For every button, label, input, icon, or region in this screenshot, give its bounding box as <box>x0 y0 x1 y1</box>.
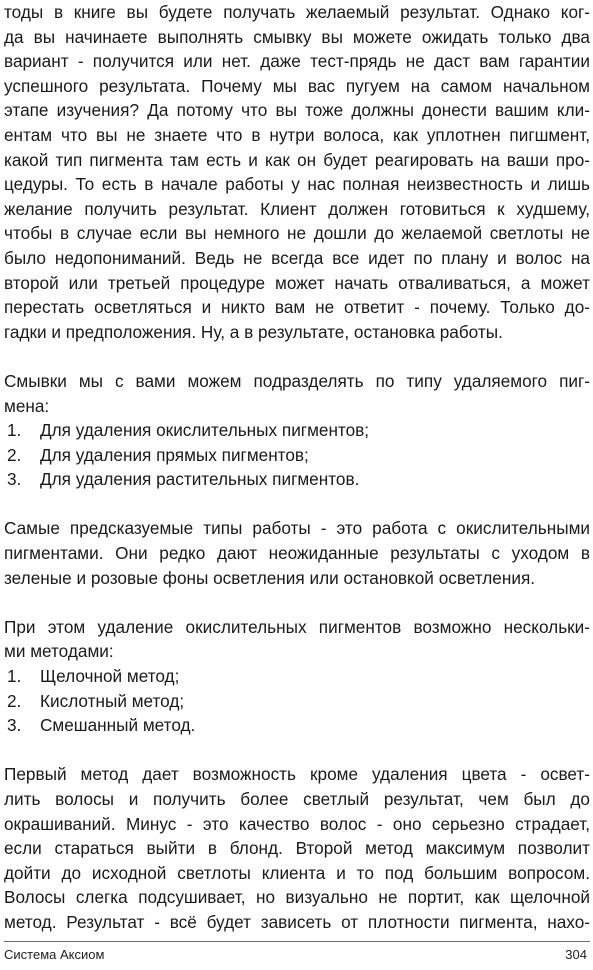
text-line: Первый метод дает возможность кроме удаления цвета - освет- <box>4 764 590 785</box>
text-line: ентам что вы не знаете что в нутри волоса, как уплотнен пигшмент, <box>4 124 590 145</box>
list-item <box>4 418 590 443</box>
numbered-list-2 <box>4 664 590 738</box>
paragraph-gap <box>4 590 590 615</box>
list-item-number: 2. <box>7 444 22 465</box>
page-number: 304 <box>565 947 587 962</box>
list-item <box>4 689 590 714</box>
text-line: окрашиваний. Минус - это качество волос - оно серьезно страдает, <box>4 813 590 834</box>
paragraph-gap <box>4 492 590 517</box>
page-body <box>4 0 590 935</box>
list-item-text: Для удаления растительных пигментов. <box>40 469 360 490</box>
list-item <box>4 443 590 468</box>
list-item-text: Для удаления окислительных пигментов; <box>40 420 370 441</box>
paragraph-3 <box>4 516 590 590</box>
footer-book-title: Система Аксиом <box>4 947 105 962</box>
text-line: было недопониманий. Ведь не всегда все идет по плану и волос на <box>4 247 590 268</box>
list-item <box>4 713 590 738</box>
numbered-list-1 <box>4 418 590 492</box>
text-line: второй или третьей процедуре может начать отваливаться, а может <box>4 272 590 293</box>
text-line: да вы начинаете выполнять смывку вы можете ожидать только два <box>4 26 590 47</box>
paragraph-gap <box>4 738 590 763</box>
list-item-number: 2. <box>7 690 22 711</box>
paragraph-1 <box>4 0 590 344</box>
list-item-text: Смешанный метод. <box>40 715 196 736</box>
list-item-number: 1. <box>7 666 22 687</box>
text-line: гадки и предположения. Ну, а в результате, остановка работы. <box>4 321 503 342</box>
text-line: успешного результата. Почему мы вас пугуем на самом начальном <box>4 75 590 96</box>
list-item-number: 3. <box>7 715 22 736</box>
text-line: дойти до исходной светлоты клиента и то под большим вопросом. <box>4 862 590 883</box>
text-line: если стараться выйти в блонд. Второй метод максимум позволит <box>4 838 590 859</box>
text-line: тоды в книге вы будете получать желаемый результат. Однако ког- <box>4 2 590 22</box>
list-item <box>4 664 590 689</box>
paragraph-4 <box>4 615 590 664</box>
list-item-number: 3. <box>7 469 22 490</box>
footer-divider <box>4 941 590 942</box>
text-line: вариант - получится или нет. даже тест-прядь не даст вам гарантии <box>4 51 590 72</box>
list-item-text: Щелочной метод; <box>40 666 180 687</box>
text-line: лить волосы и получить более светлый результат, чем был до <box>4 789 590 809</box>
text-line: Смывки мы с вами можем подразделять по типу удаляемого пиг- <box>4 370 590 391</box>
paragraph-2 <box>4 369 590 418</box>
text-line: пигментами. Они редко дают неожиданные результаты с уходом в <box>4 543 590 564</box>
text-line: Самые предсказуемые типы работы - это работа с окислительными <box>4 518 590 539</box>
text-line: цедуры. То есть в начале работы у нас полная неизвестность и лишь <box>4 174 590 195</box>
text-line: При этом удаление окислительных пигментов возможно нескольки- <box>4 616 590 637</box>
list-item-text: Для удаления прямых пигментов; <box>40 444 309 465</box>
list-item <box>4 467 590 492</box>
text-line: чтобы в случае если вы немного не дошли до желаемой светлоты не <box>4 223 590 244</box>
text-line: метод. Результат - всё будет зависеть от плотности пигмента, нахо- <box>4 911 590 932</box>
text-line: перестать осветляться и никто вам не ответит - почему. Только до- <box>4 297 590 318</box>
text-line: какой тип пигмента там есть и как он будет реагировать на ваши про- <box>4 149 590 170</box>
paragraph-gap <box>4 344 590 369</box>
text-line: зеленые и розовые фоны осветления или остановкой осветления. <box>4 567 536 588</box>
text-line: Волосы слегка подсушивает, но визуально не портит, как щелочной <box>4 887 590 908</box>
text-line: желание получить результат. Клиент должен готовиться к худшему, <box>4 198 590 219</box>
list-item-text: Кислотный метод; <box>40 690 185 711</box>
text-line: ми методами: <box>4 641 114 662</box>
list-item-number: 1. <box>7 420 22 441</box>
paragraph-5 <box>4 762 590 934</box>
text-line: этапе изучения? Да потому что вы тоже должны донести вашим кли- <box>4 100 590 121</box>
text-line: мена: <box>4 395 50 416</box>
